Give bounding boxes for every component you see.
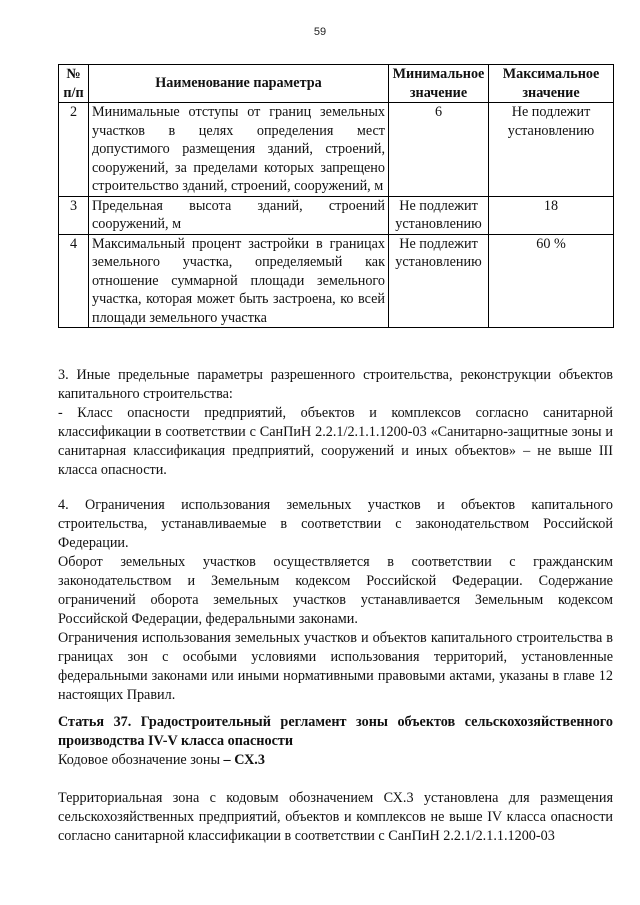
table-header-row: [59, 65, 614, 103]
row-max: 60 %: [489, 234, 614, 328]
section-4-paragraph: Ограничения использования земельных участков и объектов капитального строительства в границах зон с особыми условиями использования территорий, установленные федеральными законами или иными нормативными правовыми актами, указаны в главе 12 настоящих Правил.: [58, 630, 613, 703]
section-4-paragraph: Оборот земельных участков осуществляется в соответствии с гражданским законодательством и Земельным кодексом Российской Федерации. Содержание ограничений оборота земельных участков устанавливается Земельным кодексом Российской Федерации, федеральными законами.: [58, 554, 613, 627]
section-4-title: 4. Ограничения использования земельных участков и объектов капитального строительства, устанавливаемые в соответствии с законодательством Российской Федерации.: [58, 497, 613, 551]
header-min: Минимальное значение: [389, 65, 489, 103]
parameters-table: [58, 64, 614, 328]
article-37: [58, 713, 613, 770]
row-min: Не подлежит установлению: [389, 234, 489, 328]
row-num: 3: [59, 196, 89, 234]
row-min: Не подлежит установлению: [389, 196, 489, 234]
row-max: 18: [489, 196, 614, 234]
section-3-item: - Класс опасности предприятий, объектов и комплексов согласно санитарной классификации в соответствии с СанПиН 2.2.1/2.1.1.1200-03 «Санитарно-защитные зоны и санитарная классификация предприятий, сооружений и иных объектов» – не выше III класса опасности.: [58, 405, 613, 478]
zone-code-line: [58, 751, 613, 770]
zone-code-value: – СХ.3: [223, 752, 265, 768]
header-max: Максимальное значение: [489, 65, 614, 103]
table-row: [59, 103, 614, 197]
row-num: 4: [59, 234, 89, 328]
article-37-title: Статья 37. Градостроительный регламент зоны объектов сельскохозяйственного производства IV-V класса опасности: [58, 714, 613, 749]
article-37-text-block: [58, 789, 613, 846]
zone-code-label: Кодовое обозначение зоны: [58, 752, 220, 768]
section-3: [58, 366, 613, 480]
row-name: Максимальный процент застройки в границах земельного участка, определяемый как отношение суммарной площади земельного участка, которая может быть застроена, ко всей площади земельного участка: [89, 234, 389, 328]
header-num: № п/п: [59, 65, 89, 103]
row-min: 6: [389, 103, 489, 197]
row-name: Минимальные отступы от границ земельных участков в целях определения мест допустимого размещения зданий, строений, сооружений, за пределами которых запрещено строительство зданий, строений, сооружений, м: [89, 103, 389, 197]
table-row: [59, 196, 614, 234]
row-name: Предельная высота зданий, строений сооружений, м: [89, 196, 389, 234]
table-row: [59, 234, 614, 328]
section-4: [58, 496, 613, 705]
article-37-text: Территориальная зона с кодовым обозначением СХ.3 установлена для размещения сельскохозяйственных предприятий, объектов и комплексов не выше IV класса опасности согласно санитарной классификации в соответствии с СанПиН 2.2.1/2.1.1.1200-03: [58, 790, 613, 844]
section-3-title: 3. Иные предельные параметры разрешенного строительства, реконструкции объектов капитального строительства:: [58, 367, 613, 402]
row-max: Не подлежит установлению: [489, 103, 614, 197]
header-name: Наименование параметра: [89, 65, 389, 103]
page-number: 59: [313, 26, 327, 38]
row-num: 2: [59, 103, 89, 197]
